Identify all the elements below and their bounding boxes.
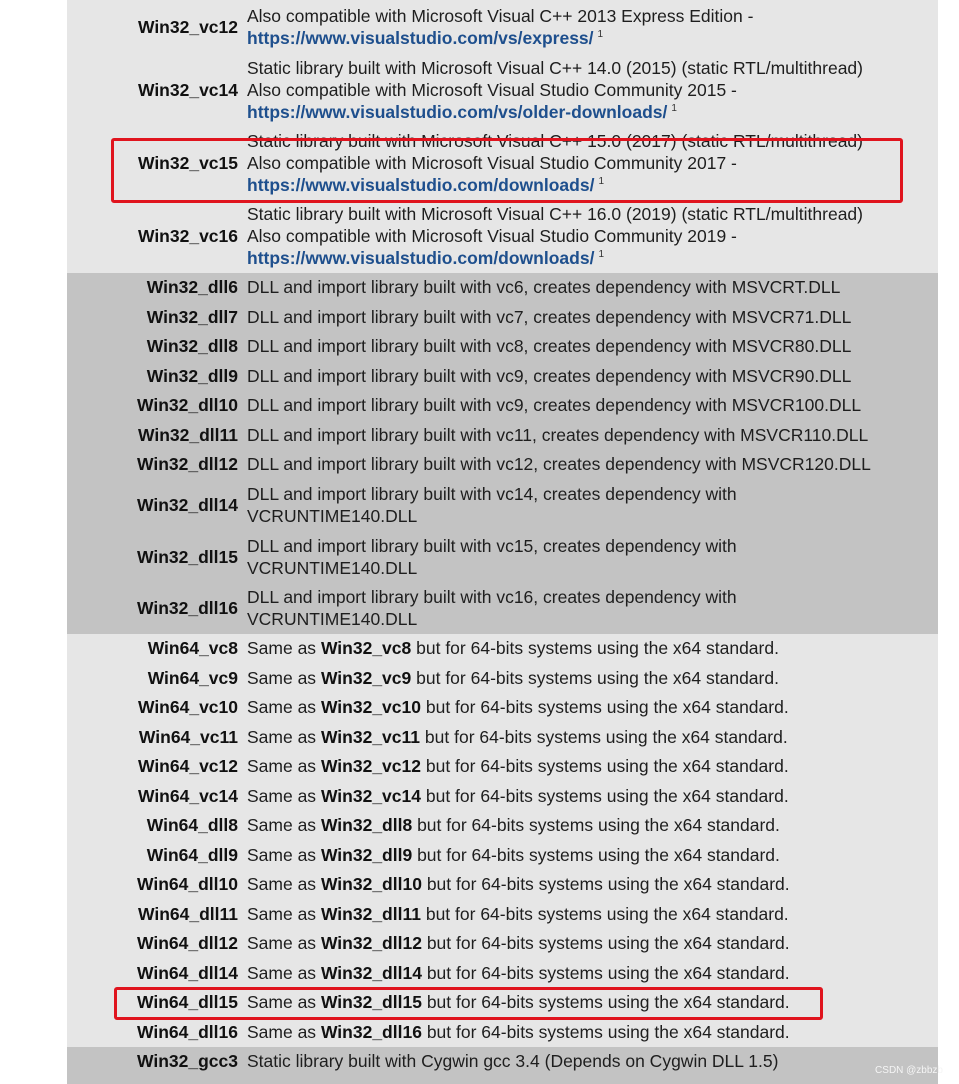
referenced-library: Win32_vc11 [320,727,421,747]
description-line: Static library built with Microsoft Visual C++ 15.0 (2017) (static RTL/multithread) [247,131,863,151]
referenced-library: Win32_dll12 [320,933,422,953]
library-description [247,755,907,777]
library-description [247,814,907,836]
description-prefix: Same as [247,756,317,776]
description-suffix: but for 64-bits systems using the x64 standard. [416,638,779,658]
library-name: Win64_dll11 [137,904,238,924]
download-link[interactable]: https://www.visualstudio.com/vs/older-downloads/ [247,102,668,122]
description-line: DLL and import library built with vc15, creates dependency with [247,536,737,556]
library-description [247,453,907,475]
description-prefix: Same as [247,727,317,747]
description-line: DLL and import library built with vc11, creates dependency with MSVCR110.DLL [247,425,869,445]
library-name: Win64_vc12 [137,756,238,776]
description-line: Static library built with Microsoft Visual C++ 16.0 (2019) (static RTL/multithread) [247,204,863,224]
description-prefix: Same as [247,638,317,658]
footnote-marker: 1 [597,29,604,40]
description-suffix: but for 64-bits systems using the x64 standard. [425,904,789,924]
referenced-library: Win32_dll9 [320,845,413,865]
library-name: Win32_dll16 [137,598,238,618]
library-name: Win64_vc14 [137,786,238,806]
description-line: Static library built with Microsoft Visual C++ 14.0 (2015) (static RTL/multithread) [247,58,863,78]
library-description [247,483,907,527]
description-line: VCRUNTIME140.DLL [247,558,418,578]
referenced-library: Win32_dll8 [320,815,413,835]
library-name: Win64_dll9 [146,845,238,865]
library-description [247,932,907,954]
description-line: DLL and import library built with vc9, creates dependency with MSVCR100.DLL [247,395,862,415]
library-name: Win64_vc10 [137,697,238,717]
description-line [247,785,907,807]
library-name: Win32_dll15 [137,547,238,567]
description-suffix: but for 64-bits systems using the x64 standard. [425,697,789,717]
description-prefix: Same as [247,1022,317,1042]
referenced-library: Win32_dll11 [320,904,421,924]
description-line [247,174,907,200]
library-description [247,873,907,895]
library-name: Win32_dll10 [137,395,238,415]
referenced-library: Win32_vc10 [320,697,421,717]
description-suffix: but for 64-bits systems using the x64 standard. [416,668,779,688]
description-prefix: Same as [247,933,317,953]
referenced-library: Win32_vc9 [320,668,412,688]
description-line: DLL and import library built with vc8, creates dependency with MSVCR80.DLL [247,336,852,356]
description-line: DLL and import library built with vc14, creates dependency with [247,484,737,504]
description-line [247,873,907,895]
description-line [247,101,907,127]
description-line [247,932,907,954]
description-suffix: but for 64-bits systems using the x64 standard. [417,815,780,835]
description-suffix: but for 64-bits systems using the x64 standard. [425,786,789,806]
description-prefix: Same as [247,668,317,688]
description-line [247,1021,907,1043]
description-prefix: Same as [247,697,317,717]
library-name: Win32_vc15 [137,153,238,173]
description-suffix: but for 64-bits systems using the x64 standard. [425,756,789,776]
library-description [247,844,907,866]
library-name: Win64_dll12 [137,933,238,953]
referenced-library: Win32_dll16 [320,1022,422,1042]
library-name: Win32_dll11 [137,425,238,445]
library-description [247,785,907,807]
description-suffix: but for 64-bits systems using the x64 standard. [424,727,788,747]
description-prefix: Same as [247,963,317,983]
library-name: Win32_dll12 [137,454,238,474]
library-description [247,365,907,387]
library-description [247,535,907,579]
description-line [247,27,907,53]
library-name: Win32_vc14 [137,80,238,100]
description-line [247,726,907,748]
watermark: CSDN @zbbzb [875,1065,943,1076]
description-line [247,991,907,1013]
library-description [247,335,907,357]
description-suffix: but for 64-bits systems using the x64 standard. [426,874,790,894]
description-suffix: but for 64-bits systems using the x64 standard. [426,933,790,953]
library-name: Win32_dll6 [146,277,238,297]
description-suffix: but for 64-bits systems using the x64 standard. [426,963,790,983]
description-line: DLL and import library built with vc7, creates dependency with MSVCR71.DLL [247,307,852,327]
description-line: DLL and import library built with vc9, creates dependency with MSVCR90.DLL [247,366,852,386]
description-line [247,962,907,984]
footnote-marker: 1 [598,249,604,260]
description-line: Also compatible with Microsoft Visual Studio Community 2015 - [247,80,737,100]
library-name: Win32_gcc3 [136,1051,238,1071]
library-description [247,903,907,925]
description-prefix: Same as [247,992,317,1012]
library-description [247,1050,907,1072]
library-description [247,667,907,689]
description-line: Also compatible with Microsoft Visual C++ 2013 Express Edition - [247,6,754,26]
library-name: Win64_dll8 [146,815,238,835]
download-link[interactable]: https://www.visualstudio.com/vs/express/ [247,28,594,48]
download-link[interactable]: https://www.visualstudio.com/downloads/ [247,175,595,195]
library-description [247,394,907,416]
library-name: Win64_dll15 [137,992,238,1012]
library-description [247,991,907,1013]
library-name: Win32_vc12 [137,17,238,37]
library-description [247,203,907,273]
library-description [247,424,907,446]
library-description [247,962,907,984]
description-line [247,844,907,866]
description-suffix: but for 64-bits systems using the x64 standard. [426,992,790,1012]
description-prefix: Same as [247,786,317,806]
description-suffix: but for 64-bits systems using the x64 standard. [426,1022,790,1042]
description-line [247,903,907,925]
library-description [247,276,907,298]
footnote-marker: 1 [598,176,604,187]
referenced-library: Win32_vc8 [320,638,412,658]
description-line: DLL and import library built with vc12, creates dependency with MSVCR120.DLL [247,454,871,474]
description-prefix: Same as [247,904,317,924]
library-description [247,130,907,200]
description-line [247,637,907,659]
description-line: Also compatible with Microsoft Visual Studio Community 2017 - [247,153,737,173]
description-line [247,696,907,718]
library-name: Win64_vc8 [147,638,238,658]
description-line: VCRUNTIME140.DLL [247,506,418,526]
description-line: Also compatible with Microsoft Visual Studio Community 2019 - [247,226,737,246]
library-description [247,696,907,718]
library-name: Win32_dll7 [146,307,238,327]
library-name: Win32_dll14 [137,495,238,515]
description-suffix: but for 64-bits systems using the x64 standard. [417,845,780,865]
library-name: Win64_dll16 [137,1022,238,1042]
referenced-library: Win32_dll15 [320,992,422,1012]
description-line [247,667,907,689]
description-prefix: Same as [247,815,317,835]
library-name: Win32_vc16 [137,226,238,246]
library-description [247,1021,907,1043]
library-name: Win64_dll14 [137,963,238,983]
library-name: Win32_dll9 [146,366,238,386]
library-name: Win64_vc9 [147,668,238,688]
referenced-library: Win32_dll14 [320,963,422,983]
library-name: Win64_dll10 [137,874,238,894]
library-description [247,637,907,659]
library-name: Win64_vc11 [138,727,238,747]
referenced-library: Win32_dll10 [320,874,422,894]
footnote-marker: 1 [671,103,677,114]
description-line: DLL and import library built with vc6, creates dependency with MSVCRT.DLL [247,277,841,297]
referenced-library: Win32_vc12 [320,756,421,776]
description-line: VCRUNTIME140.DLL [247,609,418,629]
library-description [247,306,907,328]
description-line [247,755,907,777]
library-description [247,57,907,127]
library-name: Win32_dll8 [146,336,238,356]
description-prefix: Same as [247,874,317,894]
description-line [247,814,907,836]
description-line [247,247,907,273]
description-line: Static library built with Cygwin gcc 3.4 (Depends on Cygwin DLL 1.5) [247,1051,779,1071]
library-description [247,726,907,748]
referenced-library: Win32_vc14 [320,786,421,806]
library-description [247,586,907,630]
description-line: DLL and import library built with vc16, creates dependency with [247,587,737,607]
description-prefix: Same as [247,845,317,865]
download-link[interactable]: https://www.visualstudio.com/downloads/ [247,248,595,268]
library-description [247,5,907,53]
